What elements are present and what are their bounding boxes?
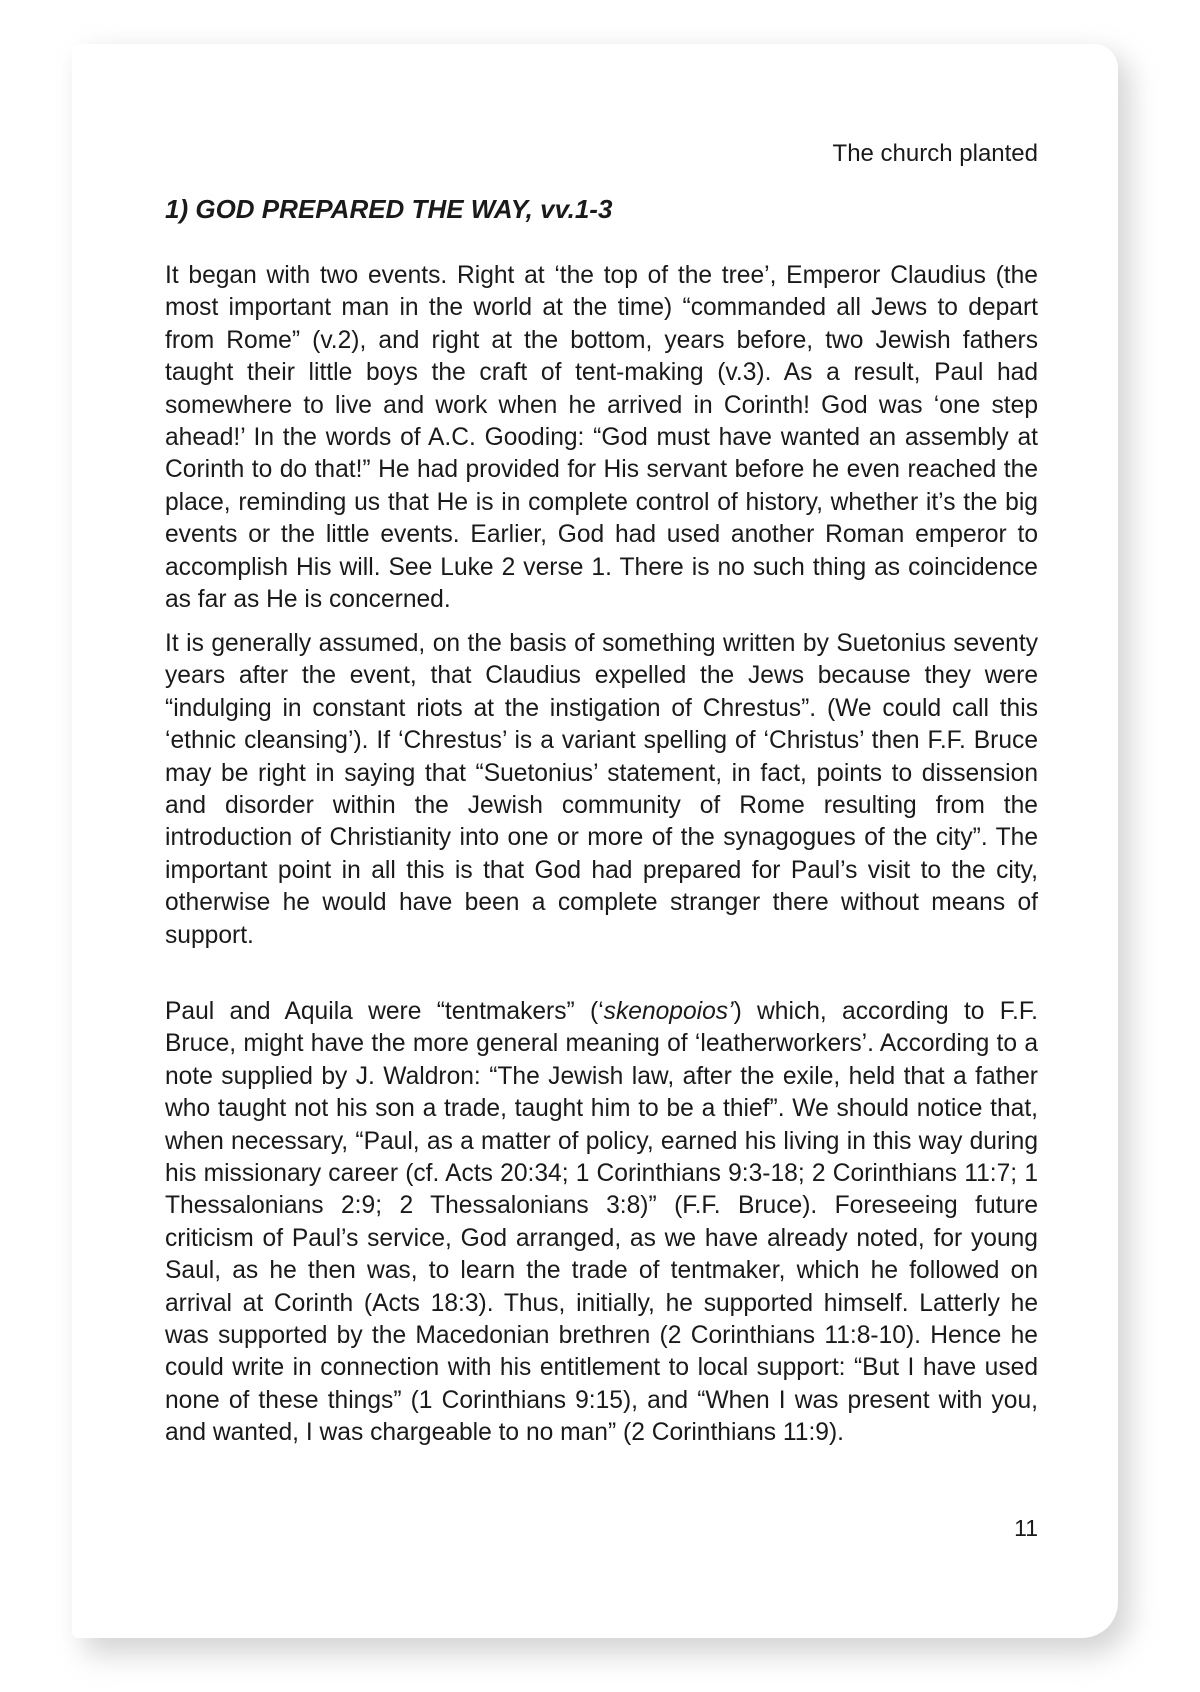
section-heading: 1) GOD PREPARED THE WAY, vv.1-3 [165,194,613,224]
paragraph-3-lead: Paul and Aquila were “tentmakers” (‘ [165,998,604,1025]
greek-term: skenopoios’ [603,998,734,1025]
body-paragraph-3 [165,996,1038,1450]
body-paragraph-2: It is generally assumed, on the basis of something written by Suetonius seventy years after the event, that Claudius expelled the Jews because they were “indulging in constant riots at the instigation of Chrestus”. (We could call this ‘ethnic cleansing’). If ‘Chrestus’ is a variant spelling of ‘Christus’ then F.F. Bruce may be right in saying that “Suetonius’ statement, in fact, points to dissension and disorder within the Jewish community of Rome resulting from the introduction of Christianity into one or more of the synagogues of the city”. The important point in all this is that God had prepared for Paul’s visit to the city, otherwise he would have been a complete stranger there without means of support. [165,630,1038,949]
page-number: 11 [1014,1515,1038,1541]
body-paragraph-1: It began with two events. Right at ‘the top of the tree’, Emperor Claudius (the most important man in the world at the time) “commanded all Jews to depart from Rome” (v.2), and right at the bottom, years before, two Jewish fathers taught their little boys the craft of tent-making (v.3). As a result, Paul had somewhere to live and work when he arrived in Corinth! God was ‘one step ahead!’ In the words of A.C. Gooding: “God must have wanted an assembly at Corinth to do that!” He had provided for His servant before he even reached the place, reminding us that He is in complete control of history, whether it’s the big events or the little events. Earlier, God had used another Roman emperor to accomplish His will. See Luke 2 verse 1. There is no such thing as coincidence as far as He is concerned. [165,262,1038,614]
book-page [72,44,1118,1638]
running-head: The church planted [832,140,1038,167]
paragraph-3-rest: ) which, according to F.F. Bruce, might have the more general meaning of ‘leatherworkers’. According to a note supplied by J. Waldron: “The Jewish law, after the exile, held that a father who taught not his son a trade, taught him to be a thief”. We should notice that, when necessary, “Paul, as a matter of policy, earned his living in this way during his missionary career (cf. Acts 20:34; 1 Corinthians 9:3-18; 2 Corinthians 11:7; 1 Thessalonians 2:9; 2 Thessalonians 3:8)” (F.F. Bruce). Foreseeing future criticism of Paul’s service, God arranged, as we have already noted, for young Saul, as he then was, to learn the trade of tentmaker, which he followed on arrival at Corinth (Acts 18:3). Thus, initially, he supported himself. Latterly he was supported by the Macedonian brethren (2 Corinthians 11:8-10). Hence he could write in connection with his entitlement to local support: “But I have used none of these things” (1 Corinthians 9:15), and “When I was present with you, and wanted, I was chargeable to no man” (2 Corinthians 11:9). [165,998,1038,1447]
